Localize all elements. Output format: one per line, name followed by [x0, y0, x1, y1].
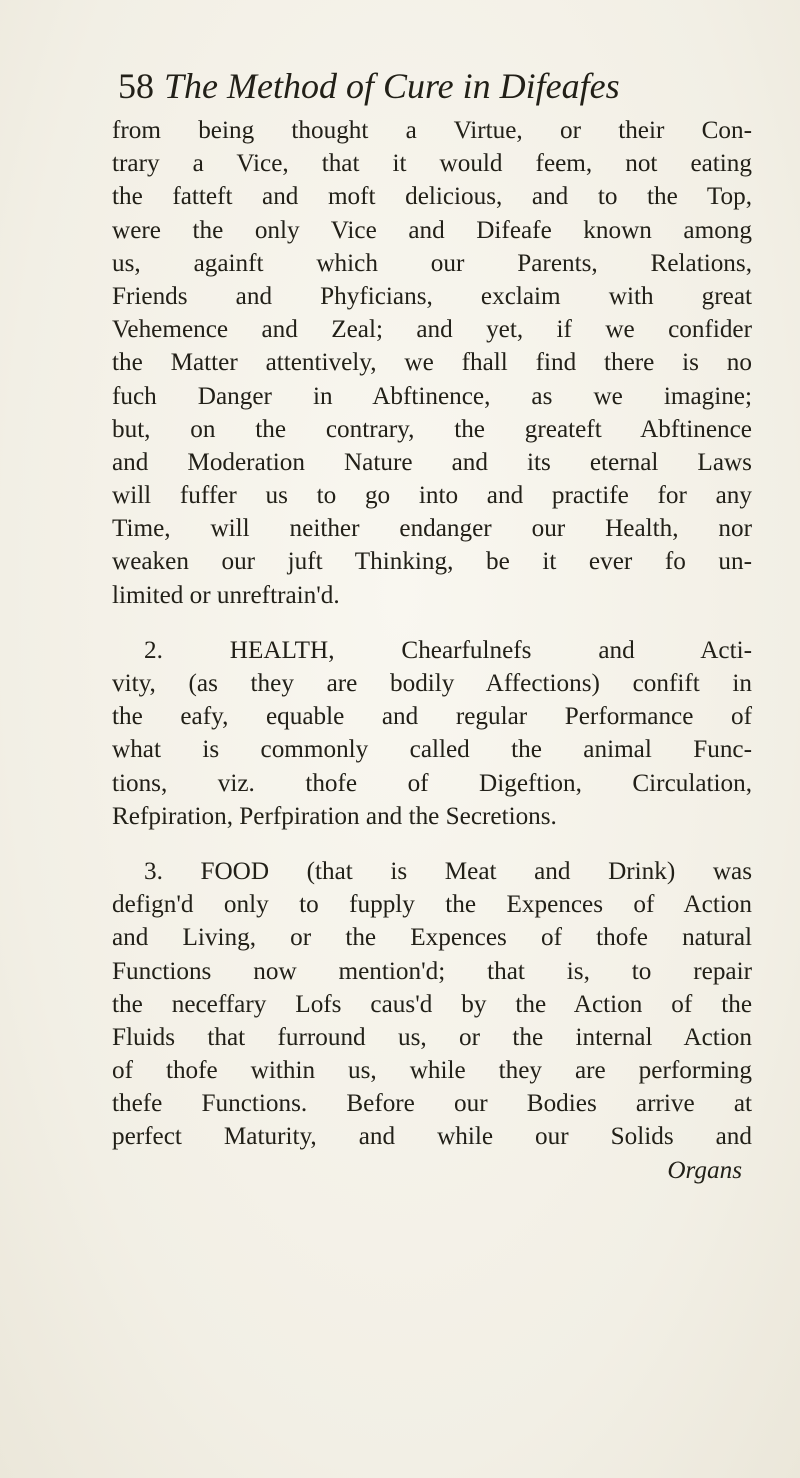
text-line: trary a Vice, that it would feem, not eating — [112, 150, 752, 178]
page-number: 58 — [118, 66, 154, 106]
text-line: from being thought a Virtue, or their Con- — [112, 117, 752, 144]
body-text — [112, 114, 752, 1187]
running-title: The Method of Cure in Difeafes — [164, 66, 620, 106]
text-line: the fatteft and moft delicious, and to the Top, — [112, 183, 752, 211]
text-line: Refpiration, Perfpiration and the Secretions. — [112, 802, 557, 830]
text-line: 3. FOOD (that is Meat and Drink) was — [144, 857, 752, 885]
text-line: tions, viz. thofe of Digeftion, Circulation, — [112, 769, 752, 797]
text-line: thefe Functions. Before our Bodies arrive at — [112, 1090, 752, 1118]
text-line: the neceffary Lofs caus'd by the Action of the — [112, 990, 752, 1018]
text-line: were the only Vice and Difeafe known among — [112, 216, 752, 244]
text-line: but, on the contrary, the greateft Abftinence — [112, 415, 752, 443]
text-line: the eafy, equable and regular Performance of — [112, 703, 752, 731]
text-line: us, againft which our Parents, Relations, — [112, 249, 752, 277]
text-line: defign'd only to fupply the Expences of Action — [112, 891, 752, 919]
text-line: Friends and Phyficians, exclaim with great — [112, 282, 752, 310]
catchword — [112, 1154, 752, 1187]
paragraph-1 — [112, 114, 752, 612]
text-line: perfect Maturity, and while our Solids and — [112, 1123, 752, 1151]
text-line: Functions now mention'd; that is, to repair — [112, 957, 752, 985]
text-line: of thofe within us, while they are performing — [112, 1057, 752, 1085]
text-line: limited or unreftrain'd. — [112, 581, 340, 609]
text-line: Vehemence and Zeal; and yet, if we confider — [112, 316, 752, 344]
text-line: fuch Danger in Abftinence, as we imagine; — [112, 382, 752, 410]
paragraph-gap — [112, 612, 752, 634]
text-line: the Matter attentively, we fhall find there is no — [112, 349, 752, 377]
paragraph-2 — [112, 634, 752, 833]
text-line: vity, (as they are bodily Affections) confift in — [112, 670, 752, 697]
page-header — [118, 66, 738, 106]
text-line: weaken our juft Thinking, be it ever fo un- — [112, 548, 752, 576]
text-line: and Living, or the Expences of thofe natural — [112, 924, 752, 952]
text-line: and Moderation Nature and its eternal Laws — [112, 448, 752, 476]
catchword-text: Organs — [667, 1156, 742, 1184]
text-line: Time, will neither endanger our Health, nor — [112, 515, 752, 543]
text-line: what is commonly called the animal Func- — [112, 736, 752, 764]
paragraph-gap — [112, 833, 752, 855]
text-line: will fuffer us to go into and practife for any — [112, 482, 752, 510]
text-line: Fluids that furround us, or the internal Action — [112, 1023, 752, 1051]
text-line: 2. HEALTH, Chearfulnefs and Acti- — [144, 636, 752, 664]
paragraph-3 — [112, 855, 752, 1154]
